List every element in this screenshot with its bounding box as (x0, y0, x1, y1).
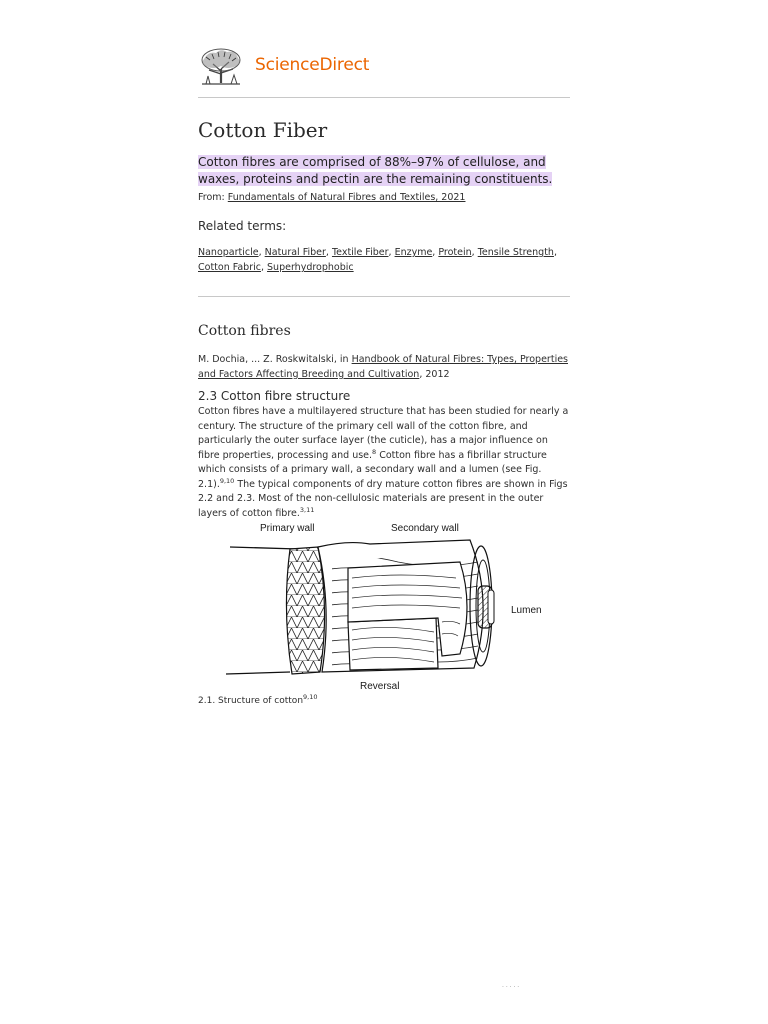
reference-superscript[interactable]: 9,10 (303, 693, 318, 701)
site-header (198, 44, 570, 98)
related-term-link[interactable]: Cotton Fabric (198, 262, 261, 273)
label-lumen: Lumen (511, 605, 542, 616)
related-terms-list: Nanoparticle, Natural Fiber, Textile Fiber, Enzyme, Protein, Tensile Strength, Cotton Fabric, Superhydrophobic (198, 247, 557, 273)
chapter-year: , 2012 (419, 369, 450, 380)
header-divider (198, 97, 570, 98)
definition-source (198, 192, 465, 203)
brand-name[interactable]: ScienceDirect (255, 55, 370, 75)
paragraph-text: Cotton fibres have a multilayered structure that has been studied for nearly a century. The structure of the primary cell wall of the cotton fibre, and particularly the outer surface layer (the cuticle), has a major influence on fibre properties, processing and use. (198, 406, 569, 461)
chapter-citation (198, 352, 570, 382)
footer-mark: · · · · · (502, 984, 520, 991)
from-label: From: (198, 192, 225, 203)
cotton-structure-figure[interactable] (198, 518, 570, 696)
source-link[interactable]: Fundamentals of Natural Fibres and Textiles, 2021 (227, 192, 466, 203)
chapter-authors: M. Dochia, ... Z. Roskwitalski, in (198, 354, 349, 365)
section-subheading: 2.3 Cotton fibre structure (198, 389, 351, 403)
related-term-link[interactable]: Enzyme (394, 247, 433, 258)
related-terms-heading: Related terms: (198, 219, 287, 233)
label-secondary-wall: Secondary wall (391, 523, 459, 534)
related-term-link[interactable]: Tensile Strength (477, 247, 554, 258)
section-divider (198, 296, 570, 297)
section-paragraph (198, 405, 570, 521)
label-primary-wall: Primary wall (260, 523, 315, 534)
paragraph-text: Cotton fibre has a fibrillar structure which consists of a primary wall, a secondary wall and a lumen (see Fig. 2.1). (198, 449, 547, 490)
label-reversal: Reversal (360, 681, 400, 692)
elsevier-tree-icon[interactable] (198, 47, 244, 87)
topic-definition (198, 154, 570, 187)
definition-highlight: Cotton fibres are comprised of 88%–97% of cellulose, and waxes, proteins and pectin are the remaining constituents. (198, 155, 553, 186)
related-term-link[interactable]: Protein (438, 247, 472, 258)
related-term-link[interactable]: Nanoparticle (198, 247, 259, 258)
figure-caption (198, 693, 318, 706)
topic-title: Cotton Fiber (198, 118, 328, 142)
related-term-link[interactable]: Natural Fiber (264, 247, 326, 258)
reference-superscript[interactable]: 3,11 (299, 505, 315, 514)
caption-text: 2.1. Structure of cotton (198, 696, 304, 706)
paragraph-text: The typical components of dry mature cotton fibres are shown in Figs 2.2 and 2.3. Most of the non-cellulosic materials are present in the outer layers of cotton fibre. (198, 478, 568, 519)
related-term-link[interactable]: Superhydrophobic (267, 262, 354, 273)
reference-superscript[interactable]: 8 (372, 447, 377, 456)
reference-superscript[interactable]: 9,10 (219, 476, 235, 485)
related-term-link[interactable]: Textile Fiber (331, 247, 389, 258)
book-title-link[interactable]: Handbook of Natural Fibres: Types, Properties and Factors Affecting Breeding and Cultivation (198, 354, 568, 380)
chapter-heading: Cotton fibres (198, 323, 291, 339)
